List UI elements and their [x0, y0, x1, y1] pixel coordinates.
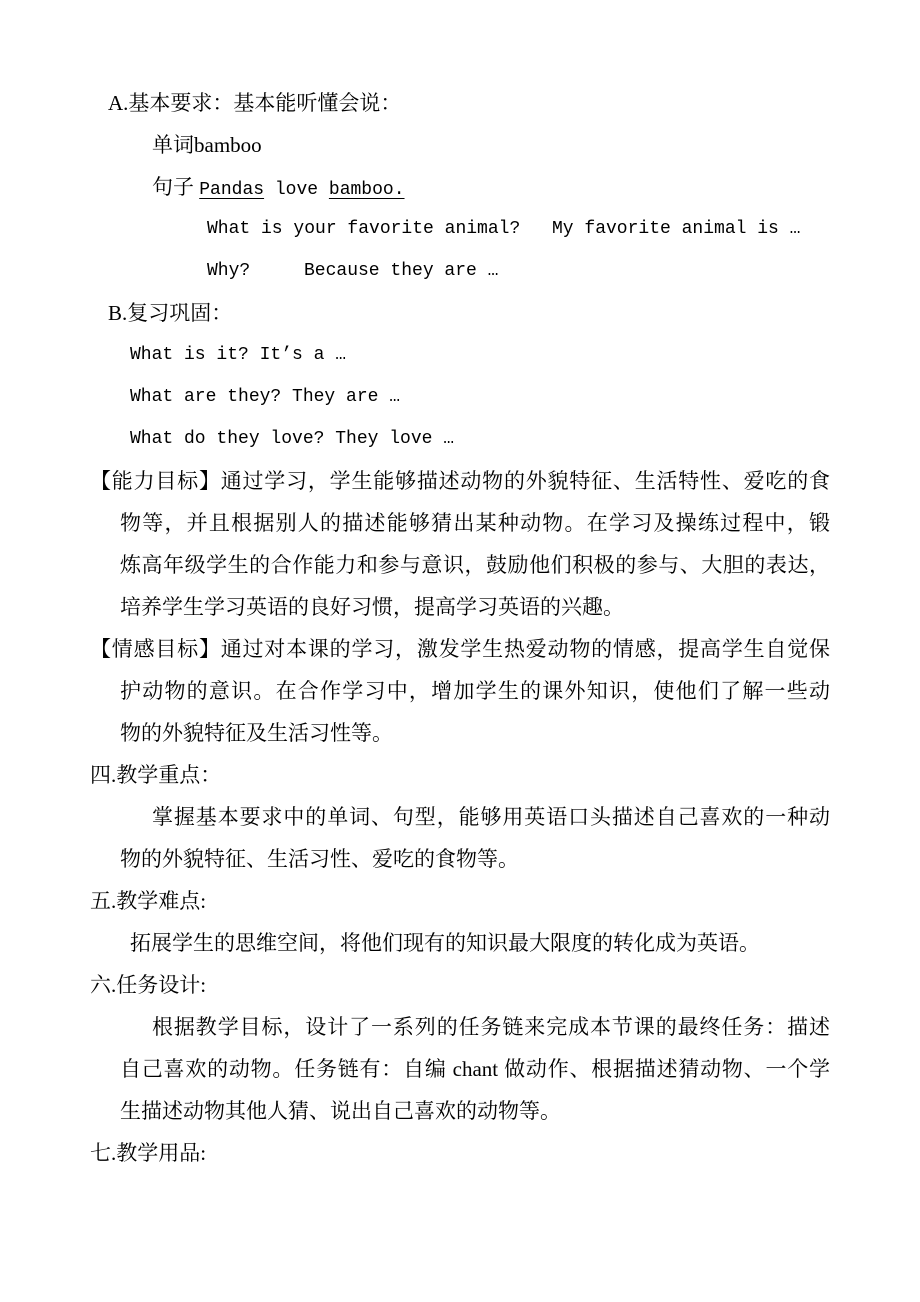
word-line [152, 131, 262, 159]
tasks-line: 自己喜欢的动物。任务链有：自编 chant 做动作、根据描述猜动物、一个学 [120, 1057, 830, 1081]
review-line: What are they? They are … [130, 387, 401, 407]
answer-1: My favorite animal is … [552, 219, 801, 239]
emotion-line: 物的外貌特征及生活习性等。 [120, 721, 393, 745]
emotion-line: 【情感目标】通过对本课的学习，激发学生热爱动物的情感，提高学生自觉保 [90, 637, 830, 661]
ability-line: 炼高年级学生的合作能力和参与意识，鼓励他们积极的参与、大胆的表达， [120, 553, 830, 577]
tasks-heading: 六.任务设计: [90, 973, 207, 997]
sentence-word: love [274, 180, 319, 200]
sentence-label: 句子 [152, 175, 194, 199]
review-line: What is it? It’s a … [130, 345, 347, 365]
focus-line: 物的外貌特征、生活习性、爱吃的食物等。 [120, 847, 519, 871]
ability-line: 【能力目标】通过学习，学生能够描述动物的外貌特征、生活特性、爱吃的食 [90, 469, 830, 493]
question-1: What is your favorite animal? [207, 219, 521, 239]
supplies-heading: 七.教学用品: [90, 1141, 207, 1165]
sentence-line [152, 173, 405, 201]
section-b-heading: B.复习巩固： [108, 301, 233, 325]
difficulty-heading: 五.教学难点: [90, 889, 207, 913]
sentence-word: Pandas [199, 180, 265, 200]
focus-line: 掌握基本要求中的单词、句型，能够用英语口头描述自己喜欢的一种动 [152, 805, 830, 829]
ability-line: 培养学生学习英语的良好习惯，提高学习英语的兴趣。 [120, 595, 624, 619]
question-2: Why? [207, 261, 251, 281]
focus-heading: 四.教学重点： [90, 763, 222, 787]
sentence-word: bamboo. [328, 180, 405, 200]
difficulty-line: 拓展学生的思维空间，将他们现有的知识最大限度的转化成为英语。 [130, 931, 760, 955]
tasks-line: 根据教学目标，设计了一系列的任务链来完成本节课的最终任务：描述 [152, 1015, 830, 1039]
word-label: 单词 [152, 133, 194, 157]
emotion-line: 护动物的意识。在合作学习中，增加学生的课外知识，使他们了解一些动 [120, 679, 830, 703]
answer-2: Because they are … [304, 261, 499, 281]
tasks-line: 生描述动物其他人猜、说出自己喜欢的动物等。 [120, 1099, 561, 1123]
ability-line: 物等，并且根据别人的描述能够猜出某种动物。在学习及操练过程中，锻 [120, 511, 830, 535]
word: bamboo [194, 133, 262, 157]
section-a-heading: A.基本要求：基本能听懂会说： [108, 91, 402, 115]
review-line: What do they love? They love … [130, 429, 455, 449]
